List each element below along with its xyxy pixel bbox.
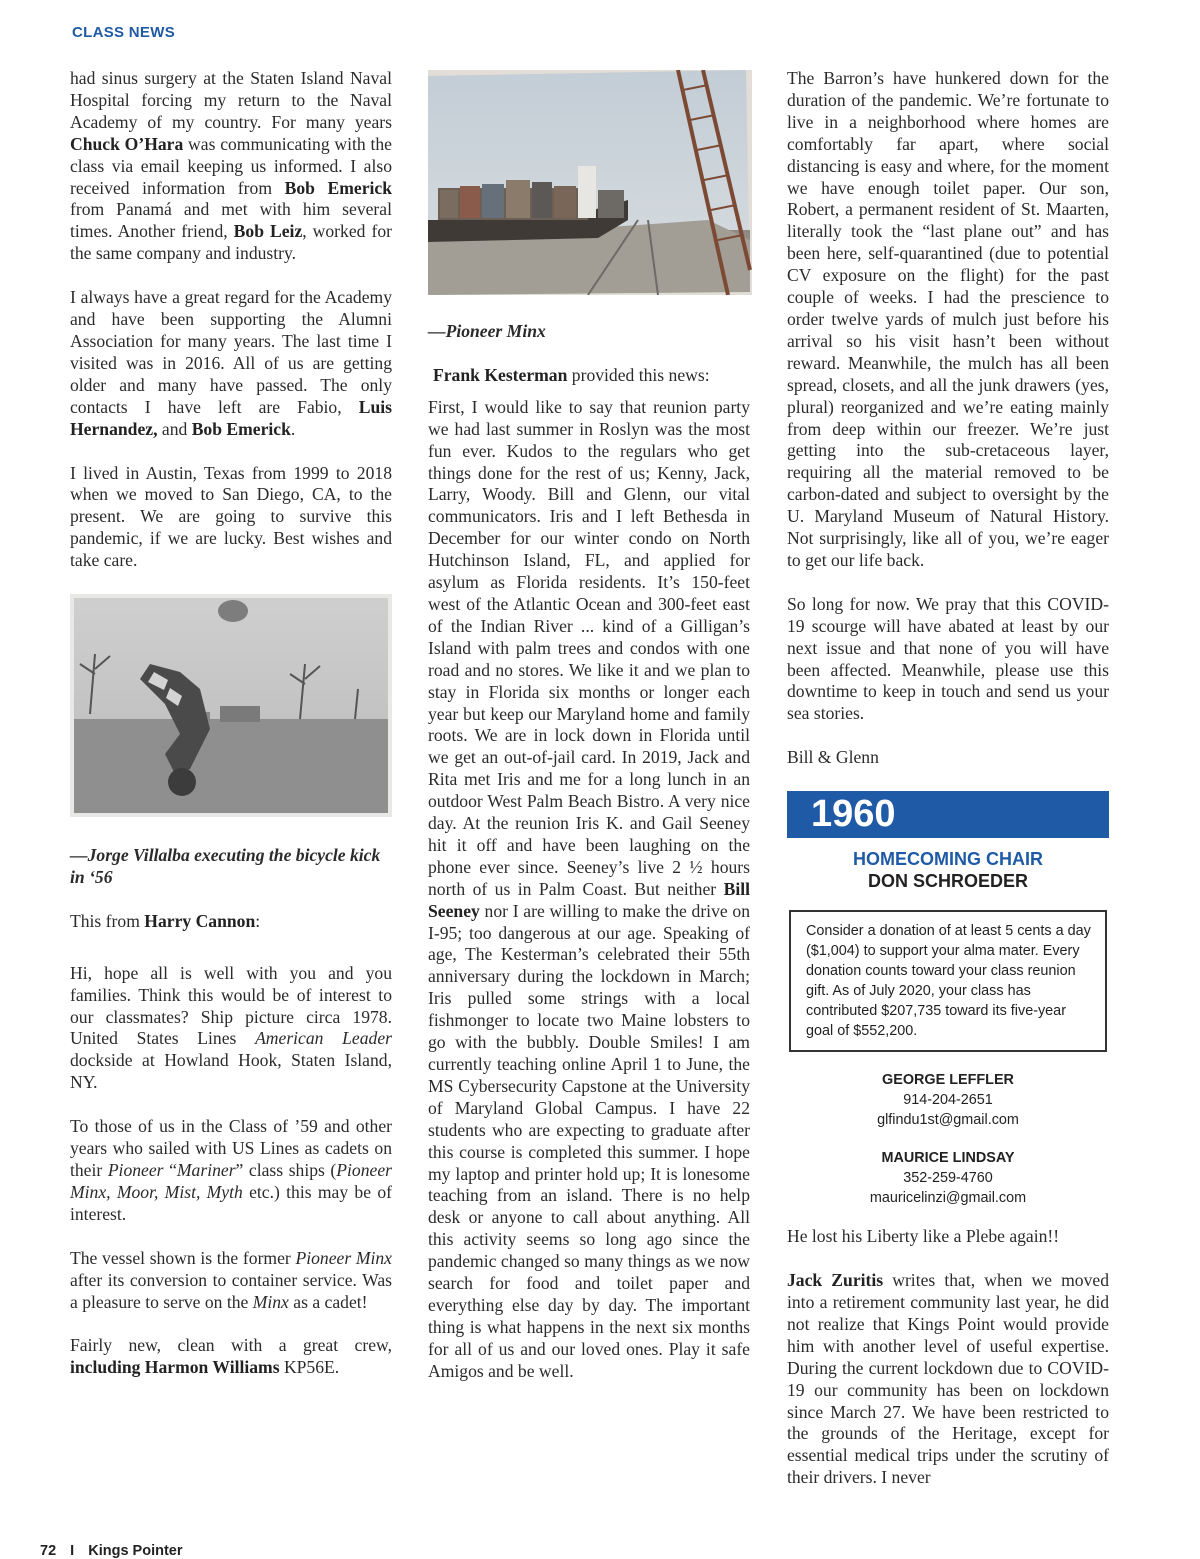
photo-caption: —Pioneer Minx xyxy=(428,321,546,341)
class-year-banner: 1960 xyxy=(787,791,1109,838)
homecoming-chair-name: DON SCHROEDER xyxy=(867,871,1028,892)
contact-name: GEORGE LEFFLER xyxy=(882,1072,1014,1089)
paragraph: I always have a great regard for the Academy and have been supporting the Alumni Association for many years. The last time I visited was in 2016. All of us are getting older and many have passed. The only contacts I have left are Fabio, Luis Hernandez, and Bob Emerick. xyxy=(70,287,392,439)
contact-phone: 914-204-2651 xyxy=(903,1092,993,1109)
column-1 xyxy=(70,68,392,1401)
column-2 xyxy=(428,70,750,1405)
footer-separator: I xyxy=(70,1543,75,1559)
paragraph: This from Harry Cannon: xyxy=(70,910,261,931)
paragraph: First, I would like to say that reunion party we had last summer in Roslyn was the most fun ever. Kudos to the regulars who get things done for the rest of us; Kenny, Jack, Larry, Woody. Bill and Glenn, our vital communicators. Iris and I left Bethesda in December for our winter condo on North Hutchinson Island, FL, and applied for asylum as Florida residents. It’s 150-feet west of the Atlantic Ocean and 300-feet east of the Indian River ... kind of a Gilligan’s Island with palm trees and condos with one road and no stores. We like it and we plan to stay in Florida six months or longer each year but keep our Maryland home and family roots. We are in lock down in Florida until we get an out-of-jail card. In 2019, Jack and Rita met Iris and me for a long lunch in an outdoor West Palm Beach Bistro. A very nice day. At the reunion Iris K. and Gail Seeney hit it off and have been laughing on the phone ever since. Seeney’s live 2 ½ hours north of us in Palm Coast. But neither Bill Seeney nor I are willing to make the drive on I-95; too dangerous at our age. Speaking of age, The Kesterman’s celebrated their 55th anniversary during the lockdown in March; Iris pulled some strings with a local fishmonger to locate two Maine lobsters to go with the bubbly. Double Smiles! I am currently teaching online April 1 to June, the MS Cybersecurity Capstone at the University of Maryland Global Campus. I have 22 students who are expecting to graduate after this course is completed this summer. I hope my laptop and printer hold up; It is lonesome teaching from an island. There is no help desk or anyone to call about anything. All this activity seems so long ago since the pandemic changed so many things as we now search for food and toilet paper and everything else day by day. The important thing is what happens in the next six months for all of us and our loved ones. Play it safe Amigos and be well. xyxy=(428,396,750,1381)
photo-caption: —Jorge Villalba executing the bicycle kick in ‘56 xyxy=(70,845,381,887)
page-number: 72 xyxy=(40,1543,57,1559)
contact-block xyxy=(787,1148,1109,1208)
paragraph: To those of us in the Class of ’59 and other years who sailed with US Lines as cadets on their Pioneer “Mariner” class ships (Pioneer Minx, Moor, Mist, Myth etc.) this may be of interest. xyxy=(70,1116,392,1224)
signature: Bill & Glenn xyxy=(787,747,879,768)
paragraph: Fairly new, clean with a great crew, including Harmon Williams KP56E. xyxy=(70,1335,392,1378)
paragraph: Hi, hope all is well with you and you families. Think this would be of interest to our classmates? Ship picture circa 1978. United States Lines American Leader dockside at Howland Hook, Staten Island, NY. xyxy=(70,962,392,1093)
contact-block xyxy=(787,1070,1109,1130)
contact-email: mauricelinzi@gmail.com xyxy=(869,1190,1027,1207)
pioneer-minx-photo xyxy=(428,70,752,295)
paragraph: The Barron’s have hunkered down for the duration of the pandemic. We’re fortunate to live in a neighborhood where homes are comfortably far apart, where social distancing is easy and where, for the moment we have enough toilet paper. Our son, Robert, a permanent resident of St. Maarten, literally took the “last plane out” and has been here, self-quarantined (due to potential CV exposure on the flight) for the past couple of weeks. I had the prescience to order twelve yards of mulch just before his arrival so his visit hasn’t been without reward. Meanwhile, the mulch has all been spread, closets, and all the junk drawers (yes, plural) reorganized and we’re eating mainly from deep within our freezer. We’re just getting into the sub-cretaceous layer, requiring all the material removed to be carbon-dated and subject to oversight by the U. Maryland Museum of Natural History. Not surprisingly, like all of you, we’re eager to get our life back. xyxy=(787,68,1109,570)
homecoming-chair-title: HOMECOMING CHAIR xyxy=(853,849,1043,870)
paragraph: So long for now. We pray that this COVID-19 scourge will have abated at least by our next issue and that none of you will have been affected. Meanwhile, please use this downtime to keep in touch and send us your sea stories. xyxy=(787,593,1109,724)
paragraph: Frank Kesterman provided this news: xyxy=(433,364,710,385)
paragraph: He lost his Liberty like a Plebe again!! xyxy=(787,1226,1060,1247)
column-3 xyxy=(787,68,1109,1511)
section-label: CLASS NEWS xyxy=(72,24,176,41)
bicycle-kick-photo xyxy=(70,594,392,817)
paragraph: had sinus surgery at the Staten Island Naval Hospital forcing my return to the Naval Academy of my country. For many years Chuck O’Hara was communicating with the class via email keeping us informed. I also received information from Bob Emerick from Panamá and met with him several times. Another friend, Bob Leiz, worked for the same company and industry. xyxy=(70,68,392,264)
contact-phone: 352-259-4760 xyxy=(903,1170,993,1187)
paragraph: Jack Zuritis writes that, when we moved into a retirement community last year, he did not realize that Kings Point would provide him with another level of useful expertise. During the current lockdown due to COVID-19 our community has been on lockdown since March 27. We have been restricted to the grounds of the Heritage, except for essential medical trips under the scrutiny of their drivers. I never xyxy=(787,1270,1109,1488)
paragraph: I lived in Austin, Texas from 1999 to 2018 when we moved to San Diego, CA, to the present. We are going to survive this pandemic, if we are lucky. Best wishes and take care. xyxy=(70,462,392,571)
contact-email: glfindu1st@gmail.com xyxy=(877,1112,1019,1129)
paragraph: The vessel shown is the former Pioneer Minx after its conversion to container service. Was a pleasure to serve on the Minx as a cadet! xyxy=(70,1247,392,1312)
donation-box: Consider a donation of at least 5 cents a day ($1,004) to support your alma mater. Every donation counts toward your class reunion gift. As of July 2020, your class has contributed $207,735 toward its five-year goal of $552,200. xyxy=(789,910,1107,1052)
contact-name: MAURICE LINDSAY xyxy=(881,1150,1015,1167)
publication-name: Kings Pointer xyxy=(88,1543,183,1559)
page-footer xyxy=(40,1543,183,1559)
